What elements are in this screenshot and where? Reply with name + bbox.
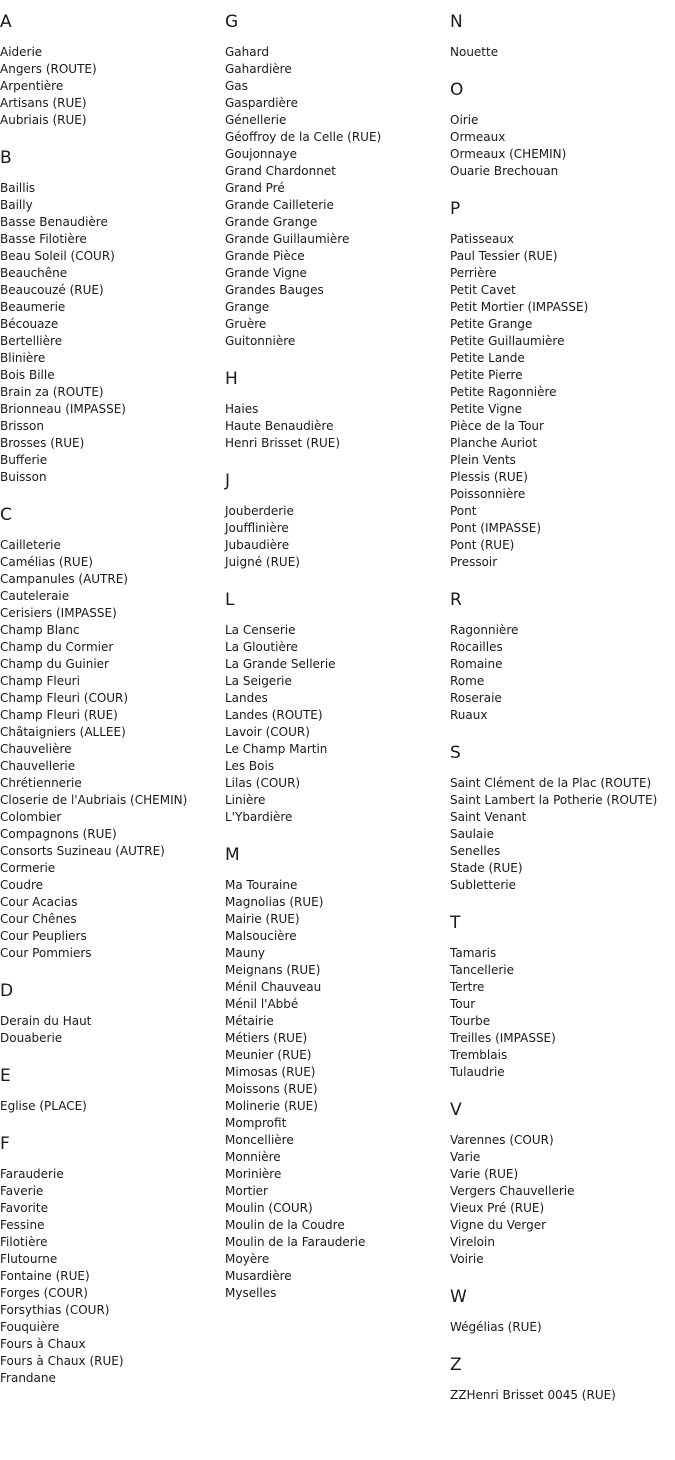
street-link[interactable]: Cour Peupliers xyxy=(0,929,87,943)
street-link[interactable]: Petite Grange xyxy=(450,317,533,331)
street-list xyxy=(0,1166,220,1387)
street-link[interactable]: Rome xyxy=(450,674,485,688)
street-link[interactable]: Moulin de la Coudre xyxy=(225,1218,345,1232)
street-link[interactable]: Filotière xyxy=(0,1235,48,1249)
letter-heading: O xyxy=(450,80,464,100)
street-link[interactable]: Buisson xyxy=(0,470,47,484)
street-list xyxy=(225,503,445,571)
letter-section-r xyxy=(450,590,675,724)
letter-heading: H xyxy=(225,369,238,389)
letter-heading: N xyxy=(450,12,463,32)
street-link[interactable]: Landes xyxy=(225,691,268,705)
letter-section-w xyxy=(450,1287,675,1336)
street-list xyxy=(0,1013,220,1047)
street-link[interactable]: Henri Brisset (RUE) xyxy=(225,436,341,450)
street-link[interactable]: Gas xyxy=(225,79,248,93)
letter-heading: R xyxy=(450,590,462,610)
street-link[interactable]: Lavoir (COUR) xyxy=(225,725,310,739)
street-link[interactable]: Senelles xyxy=(450,844,501,858)
letter-section-o xyxy=(450,80,675,180)
street-link[interactable]: Poissonnière xyxy=(450,487,526,501)
letter-section-l xyxy=(225,590,445,826)
street-link[interactable]: Grande Guillaumière xyxy=(225,232,350,246)
street-link[interactable]: Mortier xyxy=(225,1184,268,1198)
letter-section-n xyxy=(450,12,675,61)
street-list xyxy=(450,622,675,724)
street-link[interactable]: La Seigerie xyxy=(225,674,292,688)
street-link[interactable]: Pressoir xyxy=(450,555,498,569)
street-link[interactable]: Métiers (RUE) xyxy=(225,1031,308,1045)
street-link[interactable]: Baillis xyxy=(0,181,36,195)
street-list xyxy=(450,945,675,1081)
street-link[interactable]: Eglise (PLACE) xyxy=(0,1099,87,1113)
street-link[interactable]: Bertellière xyxy=(0,334,63,348)
street-index-column-1 xyxy=(0,0,220,1406)
street-link[interactable]: Tancellerie xyxy=(450,963,514,977)
street-link[interactable]: Fours à Chaux xyxy=(0,1337,86,1351)
street-link[interactable]: Goujonnaye xyxy=(225,147,297,161)
street-link[interactable]: Varennes (COUR) xyxy=(450,1133,554,1147)
letter-section-g xyxy=(225,12,445,350)
street-link[interactable]: Brionneau (IMPASSE) xyxy=(0,402,126,416)
street-link[interactable]: Le Champ Martin xyxy=(225,742,328,756)
street-link[interactable]: Oirie xyxy=(450,113,479,127)
letter-heading: D xyxy=(0,981,14,1001)
street-link[interactable]: Saint Venant xyxy=(450,810,527,824)
letter-section-z xyxy=(450,1355,675,1404)
street-link[interactable]: Chauvelière xyxy=(0,742,72,756)
street-link[interactable]: Pièce de la Tour xyxy=(450,419,544,433)
street-link[interactable]: Camélias (RUE) xyxy=(0,555,93,569)
street-list xyxy=(225,401,445,452)
street-link[interactable]: Roseraie xyxy=(450,691,502,705)
street-link[interactable]: Voirie xyxy=(450,1252,484,1266)
street-link[interactable]: Closerie de l'Aubriais (CHEMIN) xyxy=(0,793,188,807)
street-link[interactable]: Varie xyxy=(450,1150,481,1164)
street-link[interactable]: Champ Blanc xyxy=(0,623,80,637)
street-link[interactable]: Tulaudrie xyxy=(450,1065,505,1079)
street-link[interactable]: Champ Fleuri (COUR) xyxy=(0,691,129,705)
street-link[interactable]: Moulin de la Farauderie xyxy=(225,1235,366,1249)
street-link[interactable]: Paul Tessier (RUE) xyxy=(450,249,558,263)
street-link[interactable]: Ménil l'Abbé xyxy=(225,997,299,1011)
street-link[interactable]: Landes (ROUTE) xyxy=(225,708,323,722)
street-list xyxy=(0,537,220,962)
street-link[interactable]: Châtaigniers (ALLEE) xyxy=(0,725,126,739)
street-link[interactable]: Subletterie xyxy=(450,878,516,892)
street-link[interactable]: Tertre xyxy=(450,980,485,994)
street-link[interactable]: Morinière xyxy=(225,1167,282,1181)
street-link[interactable]: Grande Pièce xyxy=(225,249,305,263)
street-link[interactable]: Chauvellerie xyxy=(0,759,76,773)
street-link[interactable]: Joufflinière xyxy=(225,521,289,535)
letter-heading: F xyxy=(0,1134,10,1154)
letter-section-c xyxy=(0,505,220,962)
street-link[interactable]: Rocailles xyxy=(450,640,503,654)
street-link[interactable]: Myselles xyxy=(225,1286,277,1300)
street-link[interactable]: Brosses (RUE) xyxy=(0,436,85,450)
street-link[interactable]: Basse Benaudière xyxy=(0,215,108,229)
street-list xyxy=(450,775,675,894)
letter-heading: P xyxy=(450,199,461,219)
street-link[interactable]: Beaumerie xyxy=(0,300,66,314)
street-link[interactable]: Vireloin xyxy=(450,1235,495,1249)
street-link[interactable]: Magnolias (RUE) xyxy=(225,895,324,909)
street-link[interactable]: Juigné (RUE) xyxy=(225,555,300,569)
street-link[interactable]: Wégélias (RUE) xyxy=(450,1320,542,1334)
street-link[interactable]: Planche Auriot xyxy=(450,436,538,450)
street-link[interactable]: Tremblais xyxy=(450,1048,508,1062)
street-link[interactable]: Beaucouzé (RUE) xyxy=(0,283,104,297)
street-link[interactable]: Molinerie (RUE) xyxy=(225,1099,318,1113)
street-link[interactable]: Haies xyxy=(225,402,259,416)
street-link[interactable]: Meunier (RUE) xyxy=(225,1048,312,1062)
street-link[interactable]: Aiderie xyxy=(0,45,43,59)
street-link[interactable]: Grand Chardonnet xyxy=(225,164,336,178)
street-link[interactable]: Campanules (AUTRE) xyxy=(0,572,128,586)
street-link[interactable]: Champ du Cormier xyxy=(0,640,114,654)
street-link[interactable]: Bailly xyxy=(0,198,33,212)
street-link[interactable]: Vergers Chauvellerie xyxy=(450,1184,575,1198)
street-list xyxy=(225,877,445,1302)
street-link[interactable]: Moulin (COUR) xyxy=(225,1201,313,1215)
street-link[interactable]: Gruère xyxy=(225,317,267,331)
street-list xyxy=(450,1132,675,1268)
street-link[interactable]: Petite Pierre xyxy=(450,368,523,382)
street-link[interactable]: Petite Guillaumière xyxy=(450,334,565,348)
street-link[interactable]: Flutourne xyxy=(0,1252,58,1266)
letter-heading: Z xyxy=(450,1355,462,1375)
street-link[interactable]: Pont xyxy=(450,504,477,518)
street-link[interactable]: Musardière xyxy=(225,1269,292,1283)
letter-heading: C xyxy=(0,505,12,525)
street-link[interactable]: Colombier xyxy=(0,810,62,824)
street-list xyxy=(0,44,220,129)
street-link[interactable]: Saint Lambert la Potherie (ROUTE) xyxy=(450,793,658,807)
street-link[interactable]: Tour xyxy=(450,997,476,1011)
street-link[interactable]: Fontaine (RUE) xyxy=(0,1269,90,1283)
street-link[interactable]: Petite Lande xyxy=(450,351,525,365)
letter-section-a xyxy=(0,12,220,129)
street-link[interactable]: Treilles (IMPASSE) xyxy=(450,1031,556,1045)
letter-section-j xyxy=(225,471,445,571)
street-link[interactable]: Haute Benaudière xyxy=(225,419,334,433)
letter-heading: S xyxy=(450,743,461,763)
street-link[interactable]: Ruaux xyxy=(450,708,488,722)
letter-section-t xyxy=(450,913,675,1081)
street-link[interactable]: Fessine xyxy=(0,1218,45,1232)
street-link[interactable]: Aubriais (RUE) xyxy=(0,113,87,127)
letter-heading: E xyxy=(0,1066,11,1086)
letter-section-d xyxy=(0,981,220,1047)
street-link[interactable]: Gahard xyxy=(225,45,269,59)
street-link[interactable]: ZZHenri Brisset 0045 (RUE) xyxy=(450,1388,616,1402)
street-link[interactable]: Jouberderie xyxy=(225,504,294,518)
street-link[interactable]: Mimosas (RUE) xyxy=(225,1065,316,1079)
street-link[interactable]: Bufferie xyxy=(0,453,48,467)
street-link[interactable]: Faverie xyxy=(0,1184,44,1198)
street-link[interactable]: Artisans (RUE) xyxy=(0,96,87,110)
street-link[interactable]: Cormerie xyxy=(0,861,56,875)
letter-section-b xyxy=(0,148,220,486)
street-link[interactable]: Tourbe xyxy=(450,1014,491,1028)
street-link[interactable]: Vigne du Verger xyxy=(450,1218,547,1232)
street-link[interactable]: Ma Touraine xyxy=(225,878,298,892)
letter-section-e xyxy=(0,1066,220,1115)
street-link[interactable]: Tamaris xyxy=(450,946,497,960)
street-link[interactable]: Cour Chênes xyxy=(0,912,77,926)
street-index-column-2 xyxy=(225,0,445,1321)
street-link[interactable]: Pont (IMPASSE) xyxy=(450,521,542,535)
street-link[interactable]: Derain du Haut xyxy=(0,1014,92,1028)
street-link[interactable]: Moissons (RUE) xyxy=(225,1082,318,1096)
street-link[interactable]: Grande Cailleterie xyxy=(225,198,334,212)
street-link[interactable]: Fours à Chaux (RUE) xyxy=(0,1354,124,1368)
street-link[interactable]: Coudre xyxy=(0,878,43,892)
street-link[interactable]: Cerisiers (IMPASSE) xyxy=(0,606,117,620)
letter-heading: T xyxy=(450,913,461,933)
letter-section-v xyxy=(450,1100,675,1268)
street-link[interactable]: Petite Ragonnière xyxy=(450,385,557,399)
letter-heading: M xyxy=(225,845,240,865)
street-link[interactable]: Géoffroy de la Celle (RUE) xyxy=(225,130,382,144)
street-link[interactable]: Farauderie xyxy=(0,1167,64,1181)
street-link[interactable]: La Gloutière xyxy=(225,640,298,654)
street-link[interactable]: Romaine xyxy=(450,657,503,671)
street-link[interactable]: Moyère xyxy=(225,1252,270,1266)
letter-heading: W xyxy=(450,1287,467,1307)
letter-heading: A xyxy=(0,12,12,32)
street-link[interactable]: Basse Filotière xyxy=(0,232,87,246)
street-link[interactable]: Ormeaux xyxy=(450,130,506,144)
street-link[interactable]: Saint Clément de la Plac (ROUTE) xyxy=(450,776,652,790)
street-link[interactable]: Chrétiennerie xyxy=(0,776,82,790)
street-index-column-3 xyxy=(450,0,675,1423)
letter-heading: B xyxy=(0,148,12,168)
street-link[interactable]: Perrière xyxy=(450,266,497,280)
street-link[interactable]: Cauteleraie xyxy=(0,589,70,603)
street-link[interactable]: Plessis (RUE) xyxy=(450,470,528,484)
street-link[interactable]: Favorite xyxy=(0,1201,48,1215)
street-link[interactable]: Petit Cavet xyxy=(450,283,516,297)
street-link[interactable]: Bois Bille xyxy=(0,368,55,382)
street-link[interactable]: Grange xyxy=(225,300,270,314)
street-list xyxy=(450,1319,675,1336)
letter-heading: L xyxy=(225,590,235,610)
street-link[interactable]: Nouette xyxy=(450,45,499,59)
street-link[interactable]: La Censerie xyxy=(225,623,296,637)
street-link[interactable]: Ouarie Brechouan xyxy=(450,164,559,178)
street-link[interactable]: Stade (RUE) xyxy=(450,861,523,875)
street-link[interactable]: Meignans (RUE) xyxy=(225,963,321,977)
street-link[interactable]: Malsoucière xyxy=(225,929,297,943)
letter-heading: V xyxy=(450,1100,462,1120)
street-link[interactable]: Moncellière xyxy=(225,1133,294,1147)
street-link[interactable]: Arpentière xyxy=(0,79,64,93)
street-link[interactable]: Ménil Chauveau xyxy=(225,980,322,994)
street-link[interactable]: Guitonnière xyxy=(225,334,296,348)
street-link[interactable]: Petite Vigne xyxy=(450,402,523,416)
street-link[interactable]: Fouquière xyxy=(0,1320,60,1334)
street-link[interactable]: Brain za (ROUTE) xyxy=(0,385,104,399)
street-link[interactable]: Cailleterie xyxy=(0,538,61,552)
street-list xyxy=(450,231,675,571)
street-link[interactable]: Forsythias (COUR) xyxy=(0,1303,110,1317)
street-link[interactable]: Pont (RUE) xyxy=(450,538,515,552)
street-link[interactable]: Grandes Bauges xyxy=(225,283,324,297)
street-link[interactable]: Champ Fleuri xyxy=(0,674,80,688)
street-link[interactable]: Monnière xyxy=(225,1150,281,1164)
letter-section-s xyxy=(450,743,675,894)
street-list xyxy=(450,1387,675,1404)
letter-section-h xyxy=(225,369,445,452)
street-link[interactable]: Gaspardière xyxy=(225,96,298,110)
letter-section-f xyxy=(0,1134,220,1387)
street-list xyxy=(225,622,445,826)
street-link[interactable]: Cour Pommiers xyxy=(0,946,92,960)
street-link[interactable]: Angers (ROUTE) xyxy=(0,62,97,76)
street-link[interactable]: Mairie (RUE) xyxy=(225,912,300,926)
street-link[interactable]: Métairie xyxy=(225,1014,274,1028)
street-link[interactable]: Linière xyxy=(225,793,266,807)
street-link[interactable]: Momprofit xyxy=(225,1116,287,1130)
street-link[interactable]: Génellerie xyxy=(225,113,287,127)
street-link[interactable]: La Grande Sellerie xyxy=(225,657,336,671)
street-link[interactable]: Plein Vents xyxy=(450,453,516,467)
street-link[interactable]: Beau Soleil (COUR) xyxy=(0,249,115,263)
street-link[interactable]: Compagnons (RUE) xyxy=(0,827,117,841)
street-link[interactable]: Grande Grange xyxy=(225,215,318,229)
street-link[interactable]: Ormeaux (CHEMIN) xyxy=(450,147,567,161)
street-link[interactable]: Jubaudière xyxy=(225,538,290,552)
street-link[interactable]: Brisson xyxy=(0,419,44,433)
street-link[interactable]: Consorts Suzineau (AUTRE) xyxy=(0,844,165,858)
street-link[interactable]: Beauchêne xyxy=(0,266,68,280)
street-list xyxy=(225,44,445,350)
street-link[interactable]: Varie (RUE) xyxy=(450,1167,519,1181)
letter-heading: J xyxy=(225,471,231,491)
street-link[interactable]: Bécouaze xyxy=(0,317,59,331)
street-link[interactable]: Champ Fleuri (RUE) xyxy=(0,708,118,722)
street-link[interactable]: Grande Vigne xyxy=(225,266,307,280)
street-link[interactable]: Gahardière xyxy=(225,62,292,76)
street-link[interactable]: Mauny xyxy=(225,946,266,960)
street-list xyxy=(450,44,675,61)
street-list xyxy=(0,1098,220,1115)
street-link[interactable]: Ragonnière xyxy=(450,623,519,637)
letter-heading: G xyxy=(225,12,239,32)
letter-section-m xyxy=(225,845,445,1302)
street-link[interactable]: Champ du Guinier xyxy=(0,657,109,671)
street-link[interactable]: Patisseaux xyxy=(450,232,515,246)
street-link[interactable]: Les Bois xyxy=(225,759,275,773)
street-link[interactable]: Lilas (COUR) xyxy=(225,776,301,790)
street-list xyxy=(0,180,220,486)
street-link[interactable]: Cour Acacias xyxy=(0,895,78,909)
street-link[interactable]: Petit Mortier (IMPASSE) xyxy=(450,300,589,314)
street-link[interactable]: Blinière xyxy=(0,351,46,365)
street-link[interactable]: Saulaie xyxy=(450,827,494,841)
street-link[interactable]: Vieux Pré (RUE) xyxy=(450,1201,545,1215)
letter-section-p xyxy=(450,199,675,571)
street-link[interactable]: L'Ybardière xyxy=(225,810,293,824)
street-link[interactable]: Forges (COUR) xyxy=(0,1286,88,1300)
street-list xyxy=(450,112,675,180)
street-link[interactable]: Douaberie xyxy=(0,1031,63,1045)
street-link[interactable]: Frandane xyxy=(0,1371,56,1385)
street-link[interactable]: Grand Pré xyxy=(225,181,285,195)
